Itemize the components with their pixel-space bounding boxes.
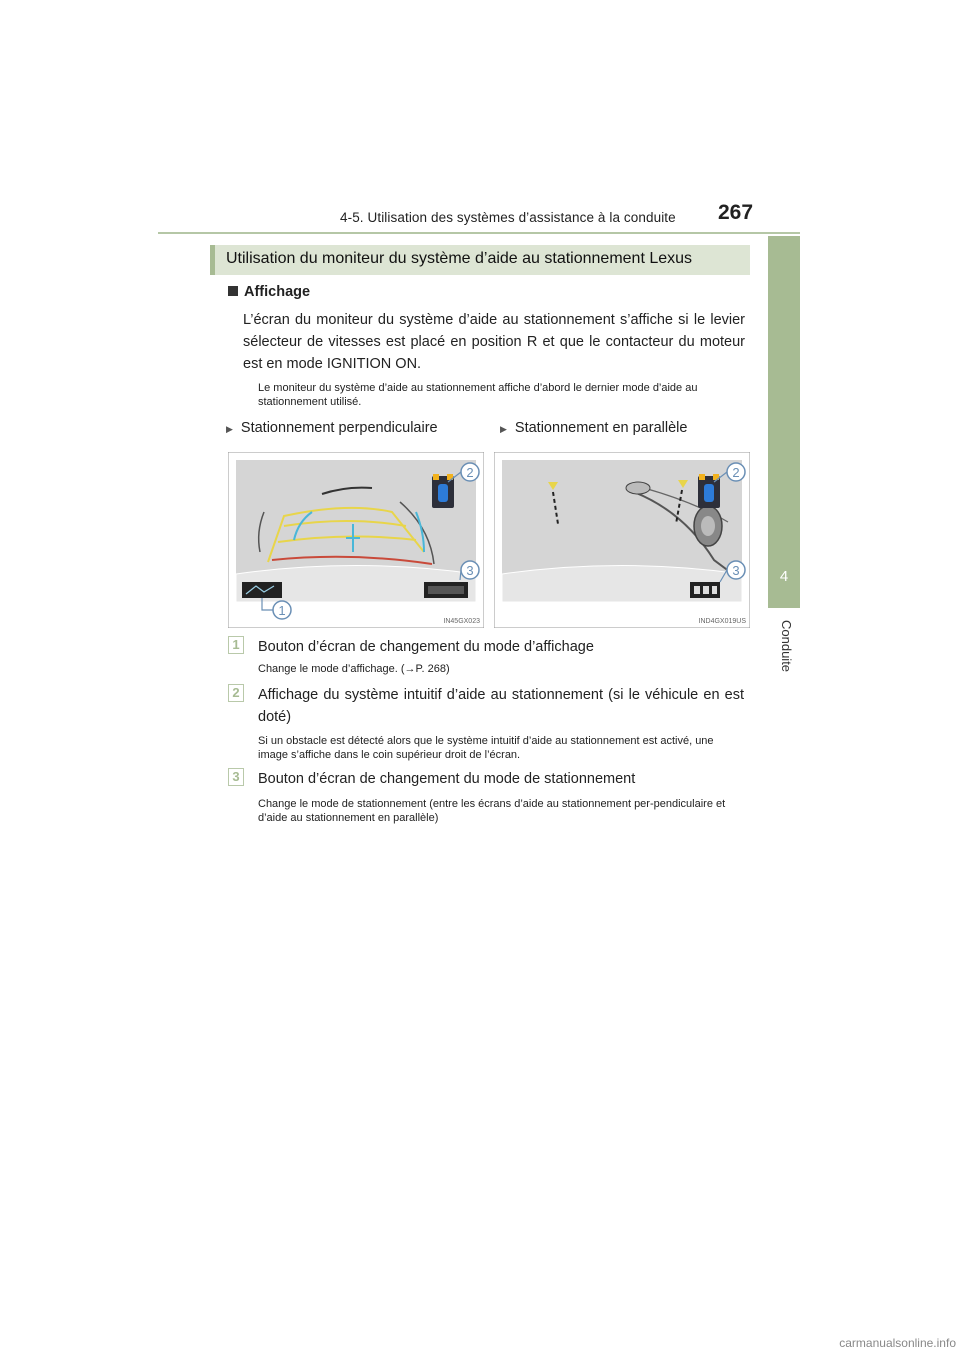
figure-caption-left — [226, 420, 438, 436]
item-title: Bouton d’écran de changement du mode de stationnement — [258, 771, 636, 787]
item-number-badge: 2 — [228, 684, 244, 702]
subheading — [228, 284, 310, 300]
callout-2: 2 — [466, 465, 474, 480]
item-number-badge: 1 — [228, 636, 244, 654]
chapter-tab-label: Conduite — [779, 620, 794, 673]
figure-code-left: IN45GX023 — [443, 618, 480, 625]
callout-3: 3 — [466, 563, 474, 578]
body-note: Le moniteur du système d’aide au stationnement affiche d’abord le dernier mode d’aide au stationnement utilisé. — [258, 382, 698, 408]
subheading-text: Affichage — [244, 284, 311, 300]
triangle-bullet-icon: ▶ — [226, 424, 233, 434]
body-paragraph: L’écran du moniteur du système d’aide au stationnement s’affiche si le levier sélecteur de vitesses est placé en position R et que le contacteur du moteur est en mode IGNITION ON. — [243, 312, 745, 372]
figure-code-right: IND4GX019US — [698, 618, 746, 625]
section-heading: Utilisation du moniteur du système d’aide au stationnement Lexus — [226, 250, 693, 267]
parallel-parking-screen-illustration — [494, 452, 750, 628]
chapter-tab — [768, 236, 800, 608]
header-rule — [158, 232, 800, 234]
triangle-bullet-icon: ▶ — [500, 424, 507, 434]
running-header-title: 4-5. Utilisation des systèmes d’assistance à la conduite — [340, 210, 676, 225]
chapter-tab-number: 4 — [779, 568, 789, 585]
callout-2-right: 2 — [732, 465, 740, 480]
item-number-badge: 3 — [228, 768, 244, 786]
item-note: Si un obstacle est détecté alors que le système intuitif d’aide au stationnement est activé, une image s’affiche dans le coin supérieur droit de l’écran. — [258, 735, 714, 761]
item-title: Affichage du système intuitif d’aide au stationnement (si le véhicule en est doté) — [258, 687, 744, 725]
callout-3-right: 3 — [732, 563, 740, 578]
page-number: 267 — [718, 201, 754, 224]
item-note: Change le mode de stationnement (entre les écrans d’aide au stationnement per-pendiculaire et d’aide au stationnement en parallèle) — [258, 798, 726, 824]
item-note: Change le mode d’affichage. (→P. 268) — [258, 663, 450, 675]
figure-caption-right-text: Stationnement en parallèle — [514, 420, 688, 436]
item-title: Bouton d’écran de changement du mode d’affichage — [258, 639, 594, 655]
watermark: carmanualsonline.info — [839, 1336, 956, 1350]
square-bullet-icon — [228, 286, 238, 296]
callout-1: 1 — [278, 603, 286, 618]
perpendicular-parking-screen-illustration — [228, 452, 484, 628]
figure-caption-right — [500, 420, 687, 436]
section-heading-box — [210, 245, 750, 275]
figure-caption-left-text: Stationnement perpendiculaire — [240, 420, 438, 436]
